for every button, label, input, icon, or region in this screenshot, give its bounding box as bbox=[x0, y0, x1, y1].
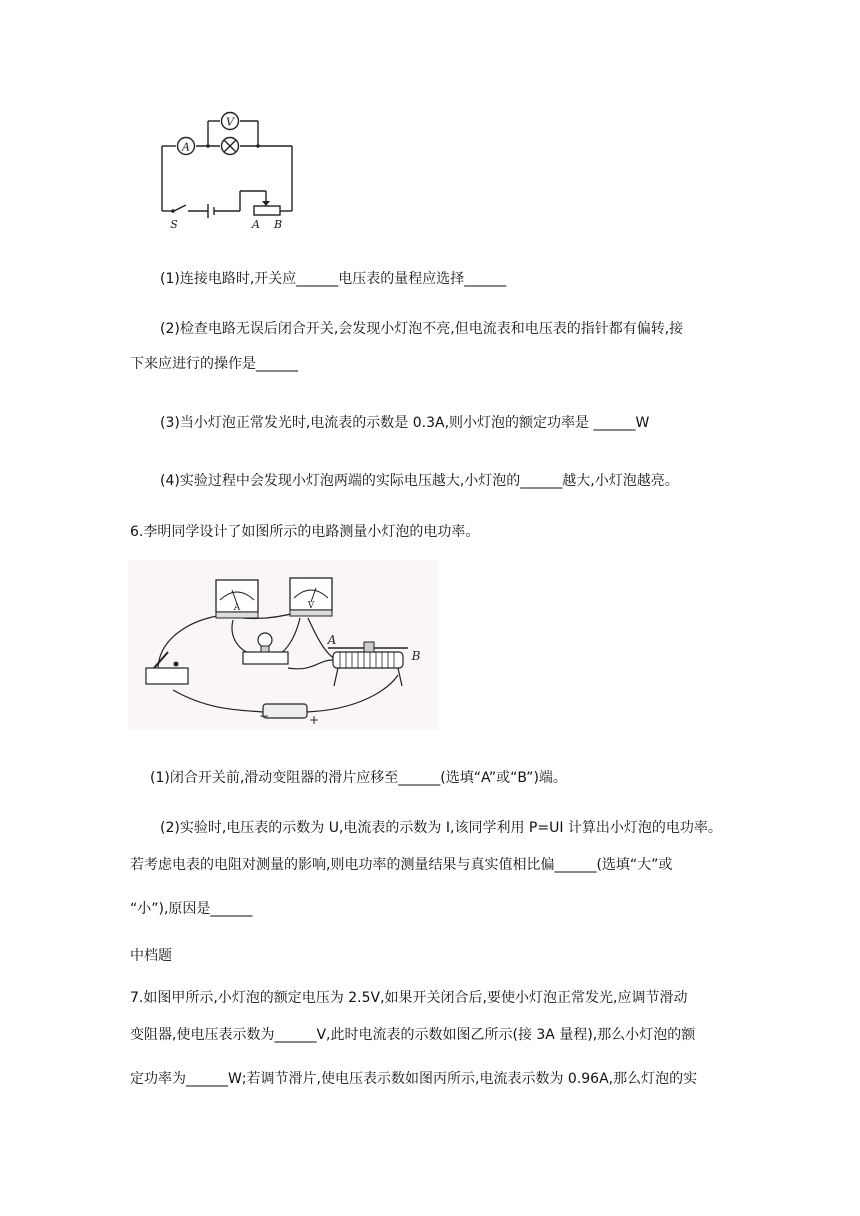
q5-part-4: (4)实验过程中会发现小灯泡两端的实际电压越大,小灯泡的______越大,小灯泡越亮。 bbox=[160, 473, 679, 489]
rheostat-terminal-a: A bbox=[327, 633, 337, 647]
q7-line-3: 定功率为______W;若调节滑片,使电压表示数如图丙所示,电流表示数为 0.96A,那么灯泡的实 bbox=[130, 1071, 698, 1087]
apparatus-figure bbox=[128, 560, 438, 730]
q5-part-1: (1)连接电路时,开关应______电压表的量程应选择______ bbox=[160, 271, 507, 287]
q6-part-1: (1)闭合开关前,滑动变阻器的滑片应移至______(选填“A”或“B”)端。 bbox=[150, 770, 567, 786]
q6-part-2-line-3: “小”),原因是______ bbox=[130, 901, 253, 917]
q5-part-2-line-1: (2)检查电路无误后闭合开关,会发现小灯泡不亮,但电流表和电压表的指针都有偏转,接 bbox=[160, 321, 684, 337]
terminal-a-label: A bbox=[252, 218, 260, 231]
voltmeter-label: V bbox=[226, 115, 234, 129]
battery-minus-label: − bbox=[258, 709, 270, 723]
q6-part-2-line-2: 若考虑电表的电阻对测量的影响,则电功率的测量结果与真实值相比偏______(选填“大”或 bbox=[130, 857, 673, 873]
rheostat-terminal-b: B bbox=[411, 649, 421, 663]
ammeter-device-label: A bbox=[233, 603, 241, 613]
q7-line-1: 7.如图甲所示,小灯泡的额定电压为 2.5V,如果开关闭合后,要使小灯泡正常发光,应调节滑动 bbox=[130, 990, 688, 1006]
q5-part-3: (3)当小灯泡正常发光时,电流表的示数是 0.3A,则小灯泡的额定功率是 ______W bbox=[160, 415, 650, 431]
q6-stem: 6.李明同学设计了如图所示的电路测量小灯泡的电功率。 bbox=[130, 524, 480, 540]
lamp-symbol bbox=[222, 138, 239, 155]
q6-part-2-line-1: (2)实验时,电压表的示数为 U,电流表的示数为 I,该同学利用 P=UI 计算出小灯泡的电功率。 bbox=[160, 820, 722, 836]
voltmeter-device bbox=[290, 578, 332, 616]
ammeter-device bbox=[216, 580, 258, 618]
circuit-schematic-figure bbox=[150, 105, 310, 235]
ammeter-label: A bbox=[182, 140, 190, 154]
switch-label: S bbox=[170, 218, 178, 231]
battery-plus-label: + bbox=[308, 713, 320, 727]
q5-part-2-line-2: 下来应进行的操作是______ bbox=[130, 356, 298, 372]
terminal-b-label: B bbox=[273, 218, 283, 231]
voltmeter-device-label: V bbox=[307, 601, 315, 611]
q7-line-2: 变阻器,使电压表示数为______V,此时电流表的示数如图乙所示(接 3A 量程),那么小灯泡的额 bbox=[130, 1027, 696, 1043]
section-label-medium: 中档题 bbox=[130, 948, 172, 964]
